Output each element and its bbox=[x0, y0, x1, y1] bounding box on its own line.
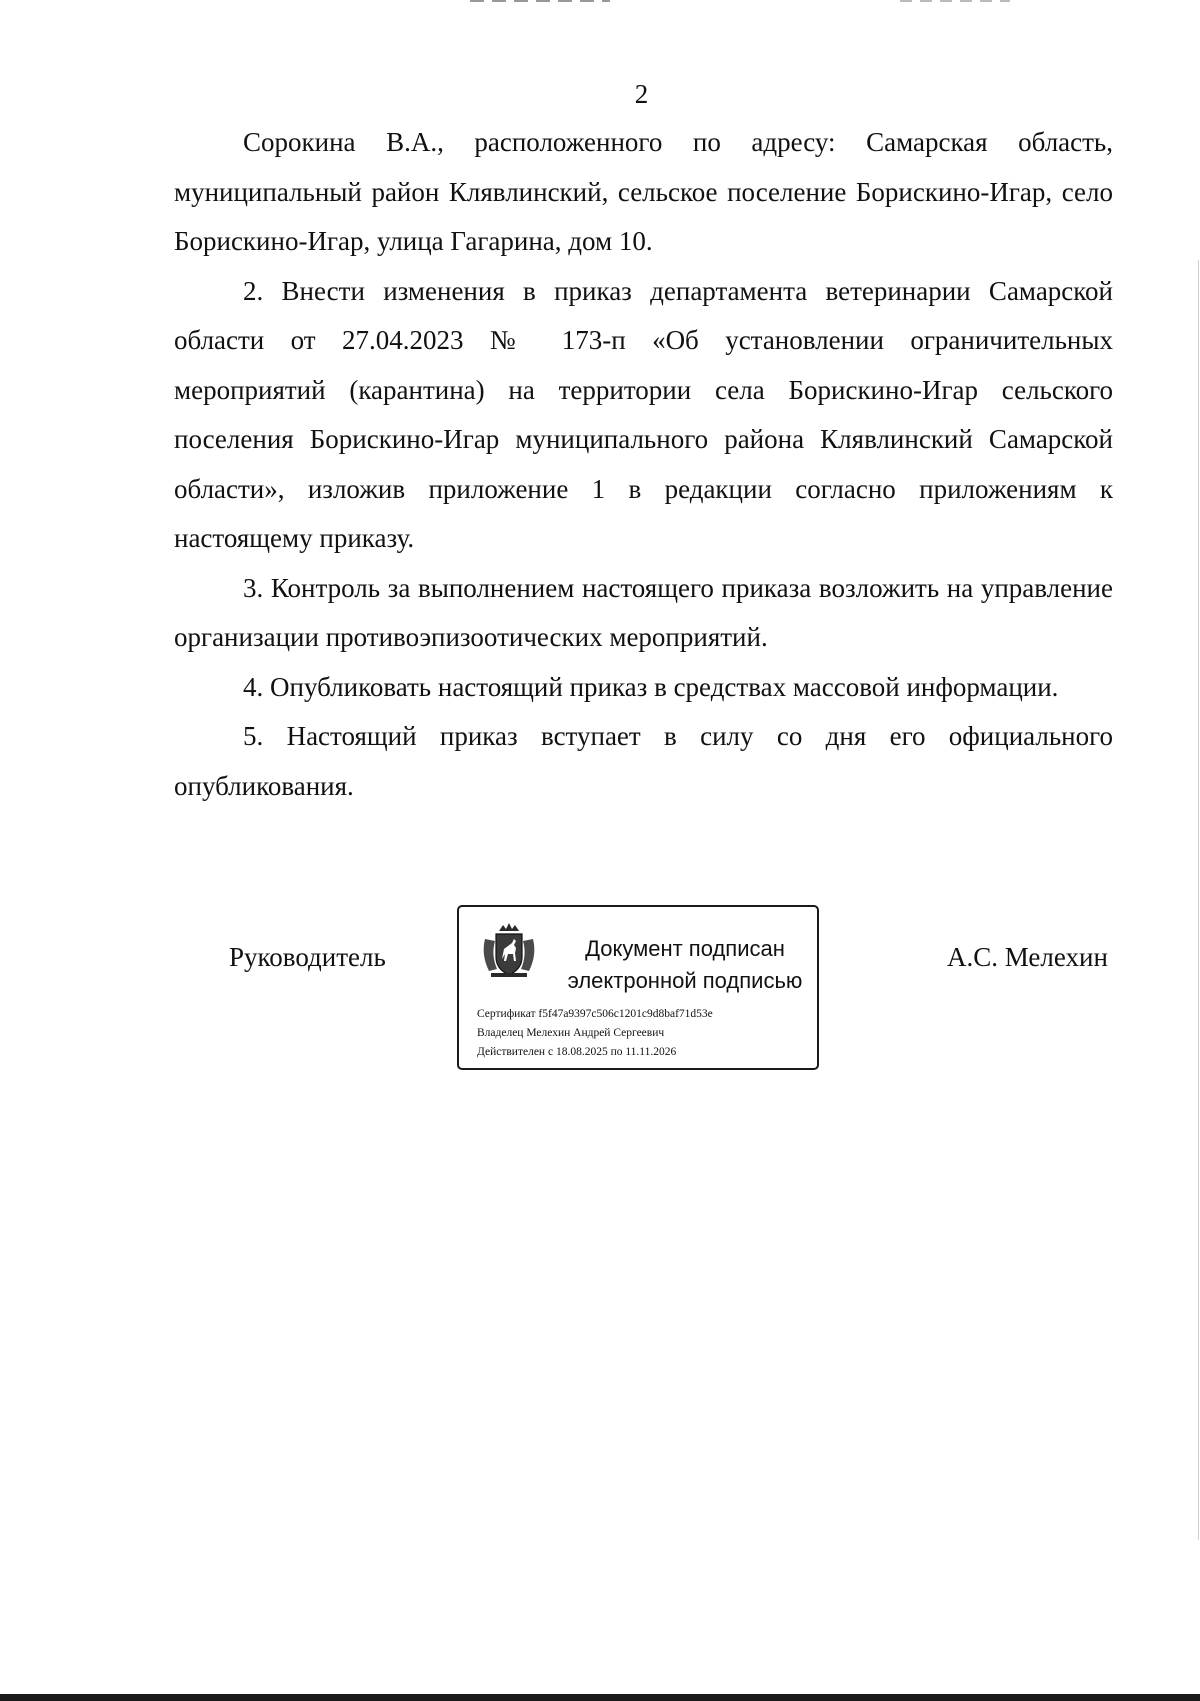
document-body bbox=[174, 118, 1113, 811]
certificate-validity: Действителен с 18.08.2025 по 11.11.2026 bbox=[477, 1046, 677, 1058]
scan-artifact-top-right bbox=[900, 0, 1010, 2]
stamp-title-line-2: электронной подписью bbox=[567, 968, 803, 993]
stamp-details bbox=[477, 1005, 713, 1062]
paragraph-address-continuation: Сорокина В.А., расположенного по адресу: Самарская область, муниципальный район Клявлинский, сельское поселение Борискино-Игар, село Борискино-Игар, улица Гагарина, дом 10. bbox=[174, 127, 1113, 256]
signature-block bbox=[0, 905, 1200, 1080]
scan-artifact-bottom-bar bbox=[0, 1694, 1200, 1701]
page-number: 2 bbox=[634, 79, 649, 109]
electronic-signature-stamp bbox=[457, 905, 819, 1070]
signer-role: Руководитель bbox=[229, 942, 386, 972]
signer-name: А.С. Мелехин bbox=[947, 942, 1108, 972]
paragraph-item-5: 5. Настоящий приказ вступает в силу со дня его официального опубликования. bbox=[174, 721, 1113, 801]
certificate-number: Сертификат f5f47a9397c506c1201c9d8baf71d53e bbox=[477, 1008, 713, 1020]
certificate-owner: Владелец Мелехин Андрей Сергеевич bbox=[477, 1027, 665, 1039]
paragraph-item-2: 2. Внести изменения в приказ департамента ветеринарии Самарской области от 27.04.2023 № 173-п «Об установлении ограничительных мероприятий (карантина) на территории села Борискино-Игар сельского поселения Борискино-Игар муниципального района Клявлинский Самарской области», изложив приложение 1 в редакции согласно приложениям к настоящему приказу. bbox=[174, 275, 1113, 553]
paragraph-item-3: 3. Контроль за выполнением настоящего приказа возложить на управление организации противоэпизоотических мероприятий. bbox=[174, 572, 1113, 652]
samara-coat-of-arms-icon bbox=[477, 921, 541, 981]
stamp-title-line-1: Документ подписан bbox=[585, 936, 785, 961]
stamp-title bbox=[559, 933, 811, 997]
scan-artifact-top bbox=[470, 0, 610, 2]
scan-artifact-right-edge bbox=[1198, 260, 1199, 1540]
paragraph-item-4: 4. Опубликовать настоящий приказ в средствах массовой информации. bbox=[243, 671, 1059, 702]
